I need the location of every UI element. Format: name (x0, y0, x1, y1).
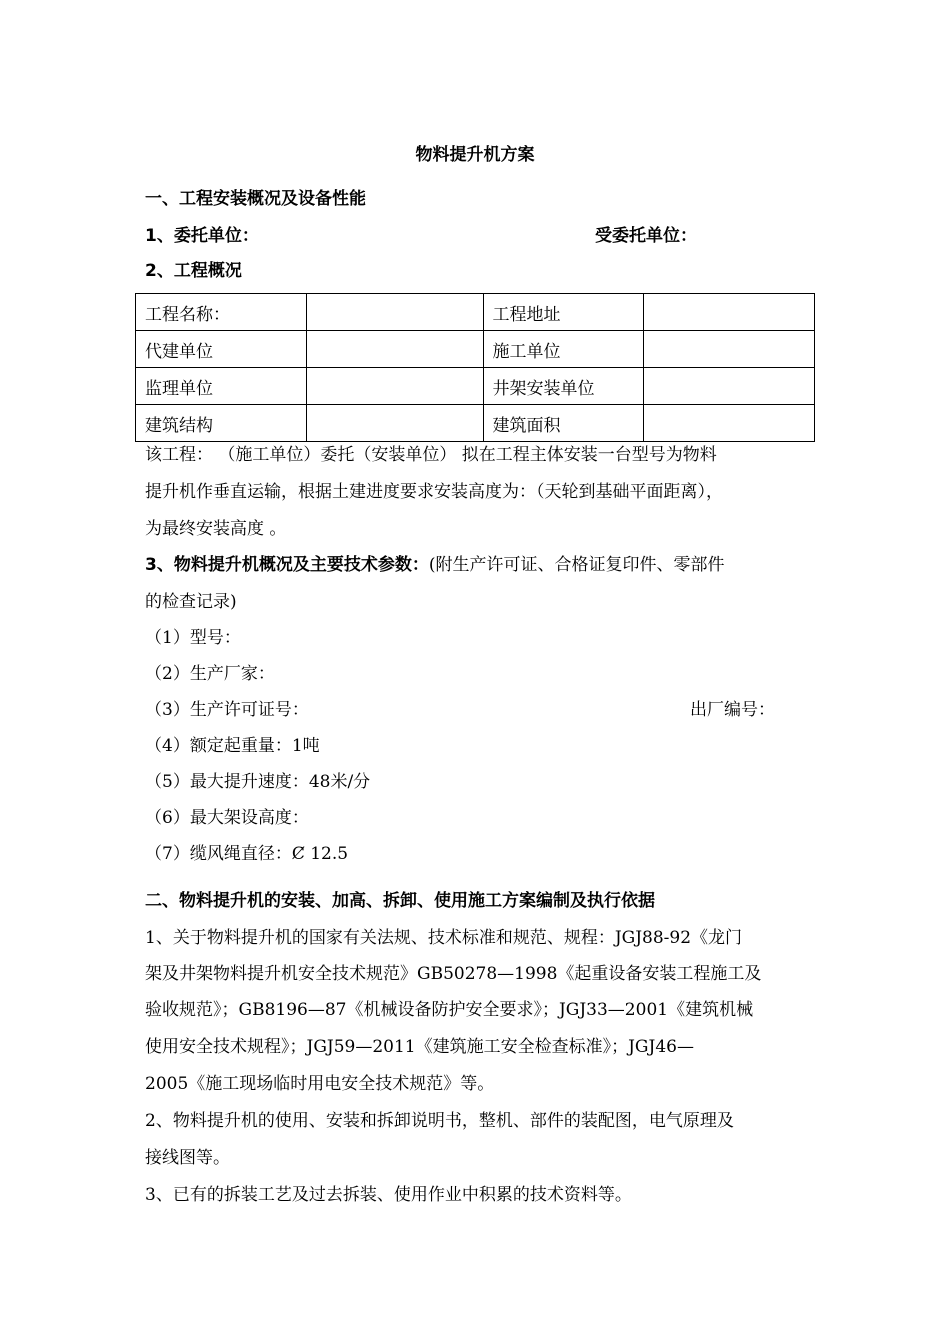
table-cell: 工程名称： (136, 294, 307, 331)
project-info-table (135, 293, 815, 442)
client-label: 1、委托单位： (145, 226, 259, 246)
param-item: （7）缆风绳直径：Ȼ 12.5 (145, 844, 349, 864)
table-row (136, 405, 815, 442)
table-cell (306, 331, 483, 368)
table-cell (644, 331, 815, 368)
table-cell: 监理单位 (136, 368, 307, 405)
param-item: （4）额定起重量：1吨 (145, 736, 320, 756)
param-item: （2）生产厂家： (145, 664, 275, 684)
param-item: （6）最大架设高度： (145, 808, 309, 828)
table-cell: 施工单位 (483, 331, 644, 368)
section-2-heading: 二、物料提升机的安装、加高、拆卸、使用施工方案编制及执行依据 (145, 891, 655, 911)
table-cell: 工程地址 (483, 294, 644, 331)
table-cell (644, 405, 815, 442)
basis-line: 2005《施工现场临时用电安全技术规范》等。 (145, 1074, 495, 1094)
overview-paragraph-line: 该工程： （施工单位）委托（安装单位） 拟在工程主体安装一台型号为物料 (145, 445, 717, 465)
overview-paragraph-line: 为最终安装高度 。 (145, 519, 287, 539)
param-item: （5）最大提升速度：48米/分 (145, 772, 371, 792)
table-row (136, 368, 815, 405)
params-label-bold: 3、物料提升机概况及主要技术参数： (145, 555, 429, 575)
table-cell (644, 368, 815, 405)
factory-no-label: 出厂编号： (690, 700, 775, 720)
table-row (136, 331, 815, 368)
section-1-heading: 一、工程安装概况及设备性能 (145, 189, 366, 209)
overview-paragraph-line: 提升机作垂直运输，根据土建进度要求安装高度为：（天轮到基础平面距离）， (145, 482, 723, 502)
table-cell: 建筑面积 (483, 405, 644, 442)
table-cell: 井架安装单位 (483, 368, 644, 405)
table-cell (306, 368, 483, 405)
basis-line: 架及井架物料提升机安全技术规范》GB50278—1998《起重设备安装工程施工及 (145, 964, 762, 984)
table-cell (306, 294, 483, 331)
table-cell (644, 294, 815, 331)
basis-line: 1、关于物料提升机的国家有关法规、技术标准和规范、规程：JGJ88-92《龙门 (145, 928, 743, 948)
table-cell: 代建单位 (136, 331, 307, 368)
basis-line: 3、已有的拆装工艺及过去拆装、使用作业中积累的技术资料等。 (145, 1185, 632, 1205)
table-row (136, 294, 815, 331)
params-label-line2: 的检查记录) (145, 592, 237, 612)
param-item: （1）型号： (145, 628, 241, 648)
params-label (145, 553, 724, 577)
overview-label: 2、工程概况 (145, 261, 242, 281)
table-cell: 建筑结构 (136, 405, 307, 442)
basis-line: 接线图等。 (145, 1148, 230, 1168)
basis-line: 验收规范》；GB8196—87《机械设备防护安全要求》；JGJ33—2001《建筑机械 (145, 1000, 754, 1020)
table-cell (306, 405, 483, 442)
contractor-label: 受委托单位： (595, 226, 697, 246)
basis-line: 2、物料提升机的使用、安装和拆卸说明书，整机、部件的装配图，电气原理及 (145, 1111, 734, 1131)
param-item: （3）生产许可证号： (145, 700, 309, 720)
basis-line: 使用安全技术规程》；JGJ59—2011《建筑施工安全检查标准》；JGJ46— (145, 1037, 694, 1057)
params-label-rest: (附生产许可证、合格证复印件、零部件 (428, 555, 725, 575)
document-title: 物料提升机方案 (415, 145, 535, 165)
